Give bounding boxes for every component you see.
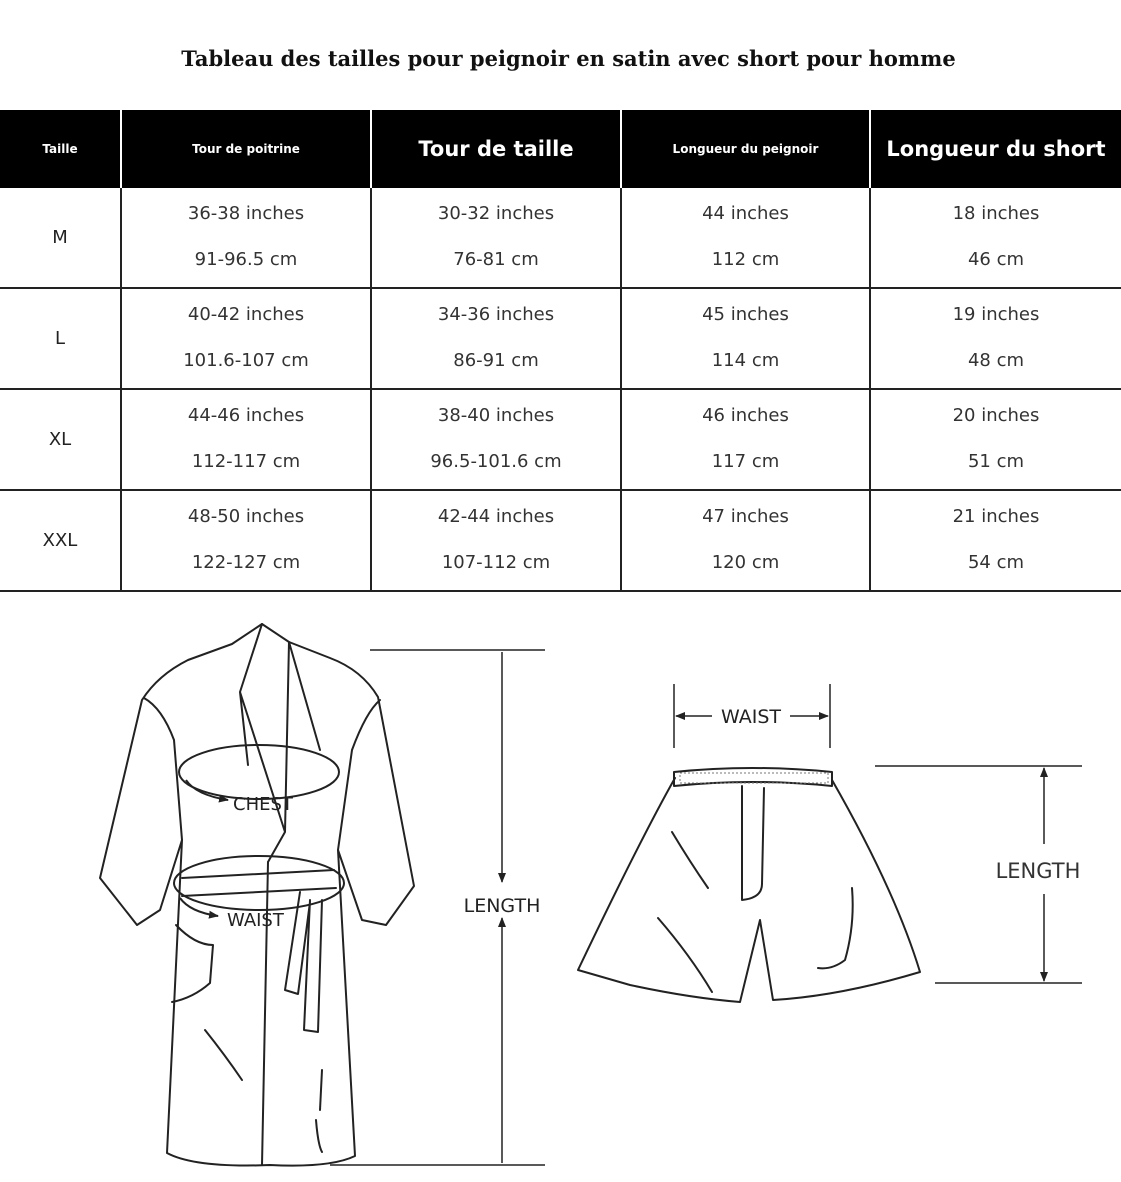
robe-chest-label: CHEST (233, 794, 293, 815)
short-length-cm: 51 cm (967, 451, 1025, 472)
robe-left-sleeve-seam (144, 698, 182, 840)
robe-length-label: LENGTH (463, 895, 541, 917)
header-size: Taille (0, 110, 121, 188)
waist-inches: 42-44 inches (437, 506, 555, 527)
short-length-cell (870, 288, 1121, 389)
size-cell: XL (0, 389, 121, 490)
short-length-inches: 18 inches (952, 203, 1040, 224)
robe-outline (100, 624, 414, 1166)
robe-length-inches: 44 inches (702, 203, 789, 224)
header-robe-length: Longueur du peignoir (621, 110, 870, 188)
waist-cell (371, 288, 621, 389)
short-length-inches: 19 inches (952, 304, 1040, 325)
shorts-fold-lines (658, 832, 853, 992)
waist-cell (371, 188, 621, 288)
robe-right-sleeve-seam (338, 700, 380, 850)
waist-cell (371, 490, 621, 591)
chest-cm: 101.6-107 cm (183, 350, 309, 371)
short-length-inches: 21 inches (952, 506, 1040, 527)
robe-front-edge (262, 862, 268, 1165)
chest-inches: 36-38 inches (187, 203, 305, 224)
size-cell: L (0, 288, 121, 389)
table-row (0, 288, 1121, 389)
header-chest: Tour de poitrine (121, 110, 371, 188)
chest-cm: 112-117 cm (191, 451, 301, 472)
header-waist: Tour de taille (371, 110, 621, 188)
robe-belt-tie (285, 892, 322, 1032)
shorts-fly (742, 786, 764, 900)
robe-length-inches: 45 inches (702, 304, 789, 325)
short-length-cell (870, 490, 1121, 591)
robe-length-cm: 112 cm (711, 249, 780, 270)
table-row (0, 389, 1121, 490)
chest-cell (121, 389, 371, 490)
chest-inches: 40-42 inches (187, 304, 305, 325)
waist-cm: 96.5-101.6 cm (430, 451, 562, 472)
chest-cm: 91-96.5 cm (194, 249, 298, 270)
robe-length-cell (621, 188, 870, 288)
robe-drawing (100, 624, 414, 1166)
table-row (0, 490, 1121, 591)
waist-cm: 107-112 cm (441, 552, 551, 573)
robe-waist-label: WAIST (227, 910, 284, 931)
waist-cell (371, 389, 621, 490)
waist-inches: 34-36 inches (437, 304, 555, 325)
robe-length-cm: 120 cm (711, 552, 780, 573)
chest-cell (121, 288, 371, 389)
robe-length-cell (621, 389, 870, 490)
short-length-cell (870, 389, 1121, 490)
size-table (0, 110, 1121, 592)
robe-waist-ellipse (174, 856, 344, 910)
shorts-drawing (578, 768, 920, 1002)
shorts-length-label: LENGTH (995, 859, 1081, 883)
short-length-cm: 48 cm (967, 350, 1025, 371)
chest-cell (121, 490, 371, 591)
robe-length-cm: 114 cm (711, 350, 780, 371)
short-length-cell (870, 188, 1121, 288)
robe-length-inches: 46 inches (702, 405, 789, 426)
short-length-cm: 46 cm (967, 249, 1025, 270)
robe-waist-arrow (180, 898, 218, 916)
waist-cm: 76-81 cm (453, 249, 539, 270)
size-cell: XXL (0, 490, 121, 591)
chest-cell (121, 188, 371, 288)
table-row (0, 188, 1121, 288)
measurement-diagram (0, 600, 1121, 1182)
shorts-outline (578, 778, 920, 1002)
waist-inches: 38-40 inches (437, 405, 555, 426)
robe-belt (182, 870, 336, 896)
chest-cm: 122-127 cm (191, 552, 301, 573)
chest-inches: 44-46 inches (187, 405, 305, 426)
short-length-cm: 54 cm (967, 552, 1025, 573)
robe-length-cm: 117 cm (711, 451, 780, 472)
size-cell: M (0, 188, 121, 288)
waist-inches: 30-32 inches (437, 203, 555, 224)
robe-length-cell (621, 288, 870, 389)
short-length-inches: 20 inches (952, 405, 1040, 426)
robe-length-cell (621, 490, 870, 591)
robe-length-inches: 47 inches (702, 506, 789, 527)
page-title: Tableau des tailles pour peignoir en satin avec short pour homme (181, 46, 956, 71)
shorts-waist-label: WAIST (720, 706, 782, 728)
waist-cm: 86-91 cm (453, 350, 539, 371)
robe-chest-arrow (186, 780, 228, 800)
chest-inches: 48-50 inches (187, 506, 305, 527)
robe-collar (240, 624, 320, 862)
header-short-length: Longueur du short (870, 110, 1121, 188)
table-header-row (0, 110, 1121, 188)
